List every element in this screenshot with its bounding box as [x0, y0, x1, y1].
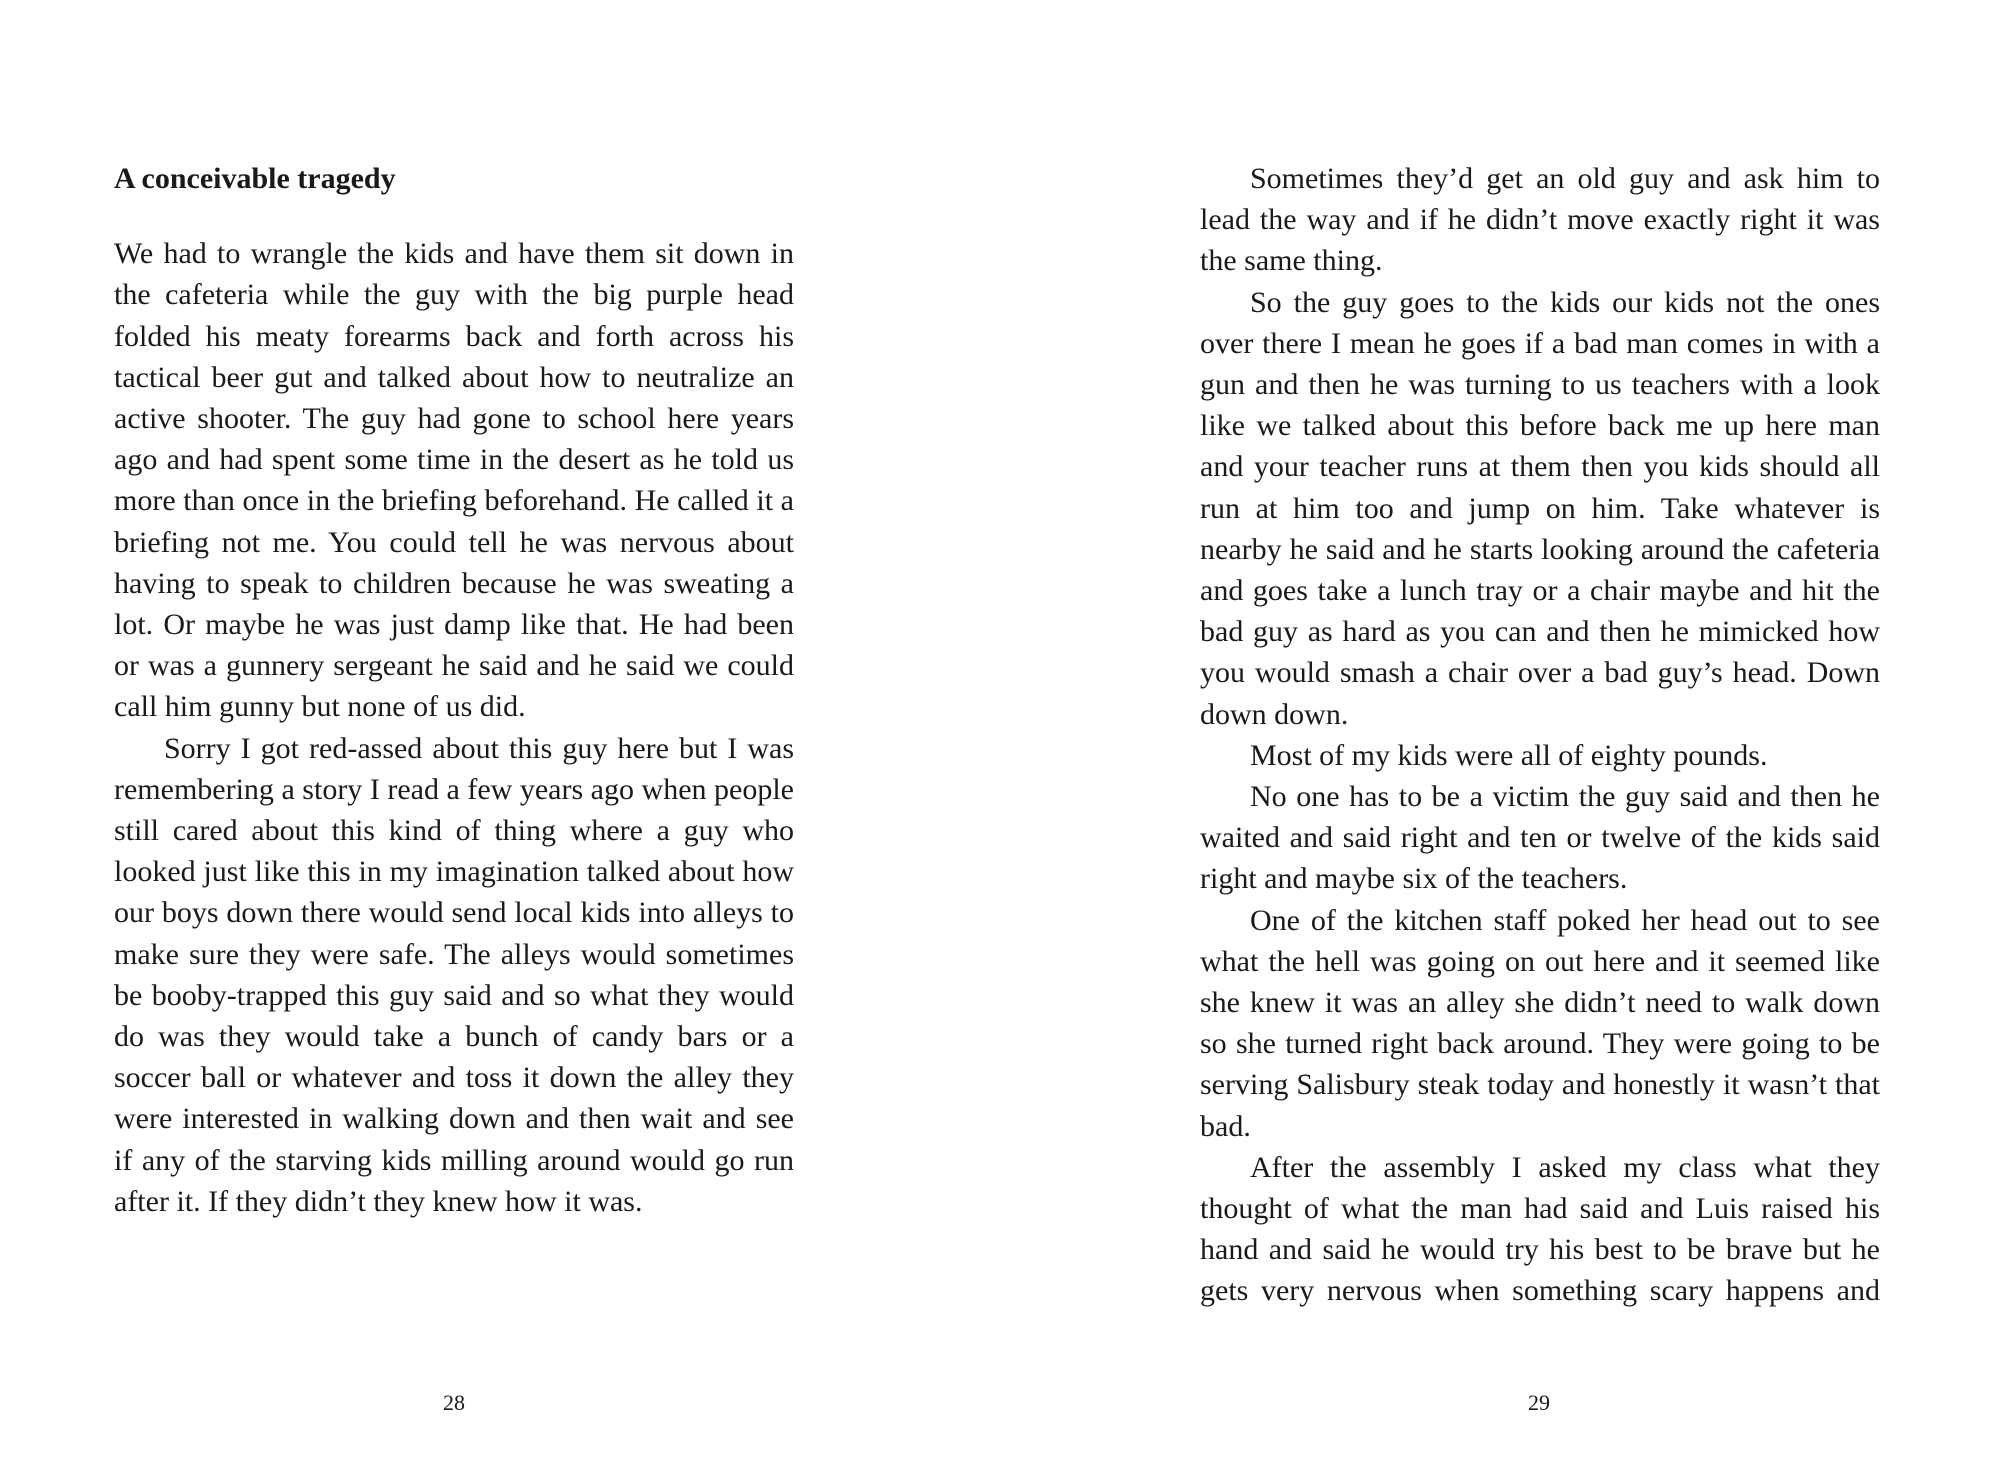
right-page [1000, 0, 2000, 1474]
paragraph: Sorry I got red-assed about this guy here but I was remembering a story I read a few years ago when people still cared about this kind of thing where a guy who looked just like this in my imagination talked about how our boys down there would send local kids into alleys to make sure they were safe. The alleys would sometimes be booby-trapped this guy said and so what they would do was they would take a bunch of candy bars or a soccer ball or whatever and toss it down the alley they were interested in walking down and then wait and see if any of the starving kids milling around would go run after it. If they didn’t they knew how it was. [114, 731, 794, 1218]
right-page-text [1200, 158, 1880, 1312]
paragraph: No one has to be a victim the guy said and then he waited and said right and ten or twelve of the kids said right and maybe six of the teachers. [1200, 780, 1880, 896]
paragraph: Most of my kids were all of eighty pounds. [1250, 738, 1768, 772]
paragraph: So the guy goes to the kids our kids not the ones over there I mean he goes if a bad man comes in with a gun and then he was turning to us teachers with a look like we talked about this before back me up here man and your teacher runs at them then you kids should all run at him too and jump on him. Take whatever is nearby he said and he starts looking around the cafeteria and goes take a lunch tray or a chair maybe and hit the bad guy as hard as you can and then he mimicked how you would smash a chair over a bad guy’s head. Down down down. [1200, 285, 1880, 731]
paragraph: One of the kitchen staff poked her head out to see what the hell was going on out here and it seemed like she knew it was an alley she didn’t need to walk down so she turned right back around. They were going to be serving Salisbury steak today and honestly it wasn’t that bad. [1200, 903, 1880, 1143]
chapter-title: A conceivable tragedy [114, 162, 396, 195]
paragraph: Sometimes they’d get an old guy and ask him to lead the way and if he didn’t move exactly right it was the same thing. [1200, 162, 1880, 278]
page-number: 29 [1528, 1390, 1550, 1415]
left-page-text [114, 158, 794, 1222]
paragraph: After the assembly I asked my class what they thought of what the man had said and Luis raised his hand and said he would try his best to be brave but he gets very nervous when something scary happens and [1200, 1150, 1880, 1308]
page-number: 28 [443, 1390, 465, 1415]
paragraph: We had to wrangle the kids and have them sit down in the cafeteria while the guy with the big purple head folded his meaty forearms back and forth across his tactical beer gut and talked about how to neutralize an active shooter. The guy had gone to school here years ago and had spent some time in the desert as he told us more than once in the briefing beforehand. He called it a briefing not me. You could tell he was nervous about having to speak to children because he was sweating a lot. Or maybe he was just damp like that. He had been or was a gunnery sergeant he said and he said we could call him gunny but none of us did. [114, 237, 794, 724]
